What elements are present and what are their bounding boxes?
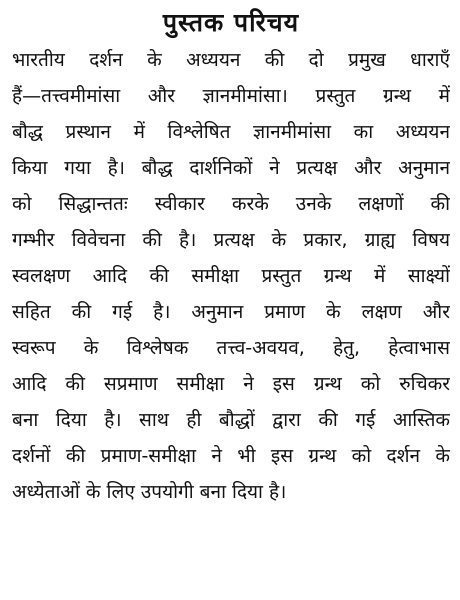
paragraph-line: स्वरूप के विश्लेषक तत्त्व-अवयव, हेतु, हेत्वाभास — [12, 337, 450, 359]
page-title: पुस्तक परिचय — [162, 8, 300, 37]
paragraph-line: किया गया है। बौद्ध दार्शनिकों ने प्रत्यक्ष और अनुमान — [12, 157, 450, 179]
paragraph-line: को सिद्धान्ततः स्वीकार करके उनके लक्षणों की — [12, 193, 450, 215]
paragraph-line: स्वलक्षण आदि की समीक्षा प्रस्तुत ग्रन्थ में साक्ष्यों — [12, 265, 450, 287]
paragraph-line: हैं—तत्त्वमीमांसा और ज्ञानमीमांसा। प्रस्तुत ग्रन्थ में — [12, 85, 450, 107]
paragraph-line: बौद्ध प्रस्थान में विश्लेषित ज्ञानमीमांसा का अध्ययन — [12, 121, 450, 143]
paragraph-line: गम्भीर विवेचना की है। प्रत्यक्ष के प्रकार, ग्राह्य विषय — [12, 229, 450, 251]
paragraph-line: सहित की गई है। अनुमान प्रमाण के लक्षण और — [12, 301, 450, 323]
paragraph-line: अध्येताओं के लिए उपयोगी बना दिया है। — [12, 481, 287, 503]
paragraph-line: दर्शनों की प्रमाण-समीक्षा ने भी इस ग्रन्थ को दर्शन के — [12, 445, 450, 467]
paragraph-line: बना दिया है। साथ ही बौद्धों द्वारा की गई आस्तिक — [12, 409, 450, 431]
paragraph-line: भारतीय दर्शन के अध्ययन की दो प्रमुख धाराएँ — [12, 49, 450, 71]
intro-paragraph — [12, 42, 450, 510]
paragraph-line: आदि की सप्रमाण समीक्षा ने इस ग्रन्थ को रुचिकर — [12, 373, 450, 395]
